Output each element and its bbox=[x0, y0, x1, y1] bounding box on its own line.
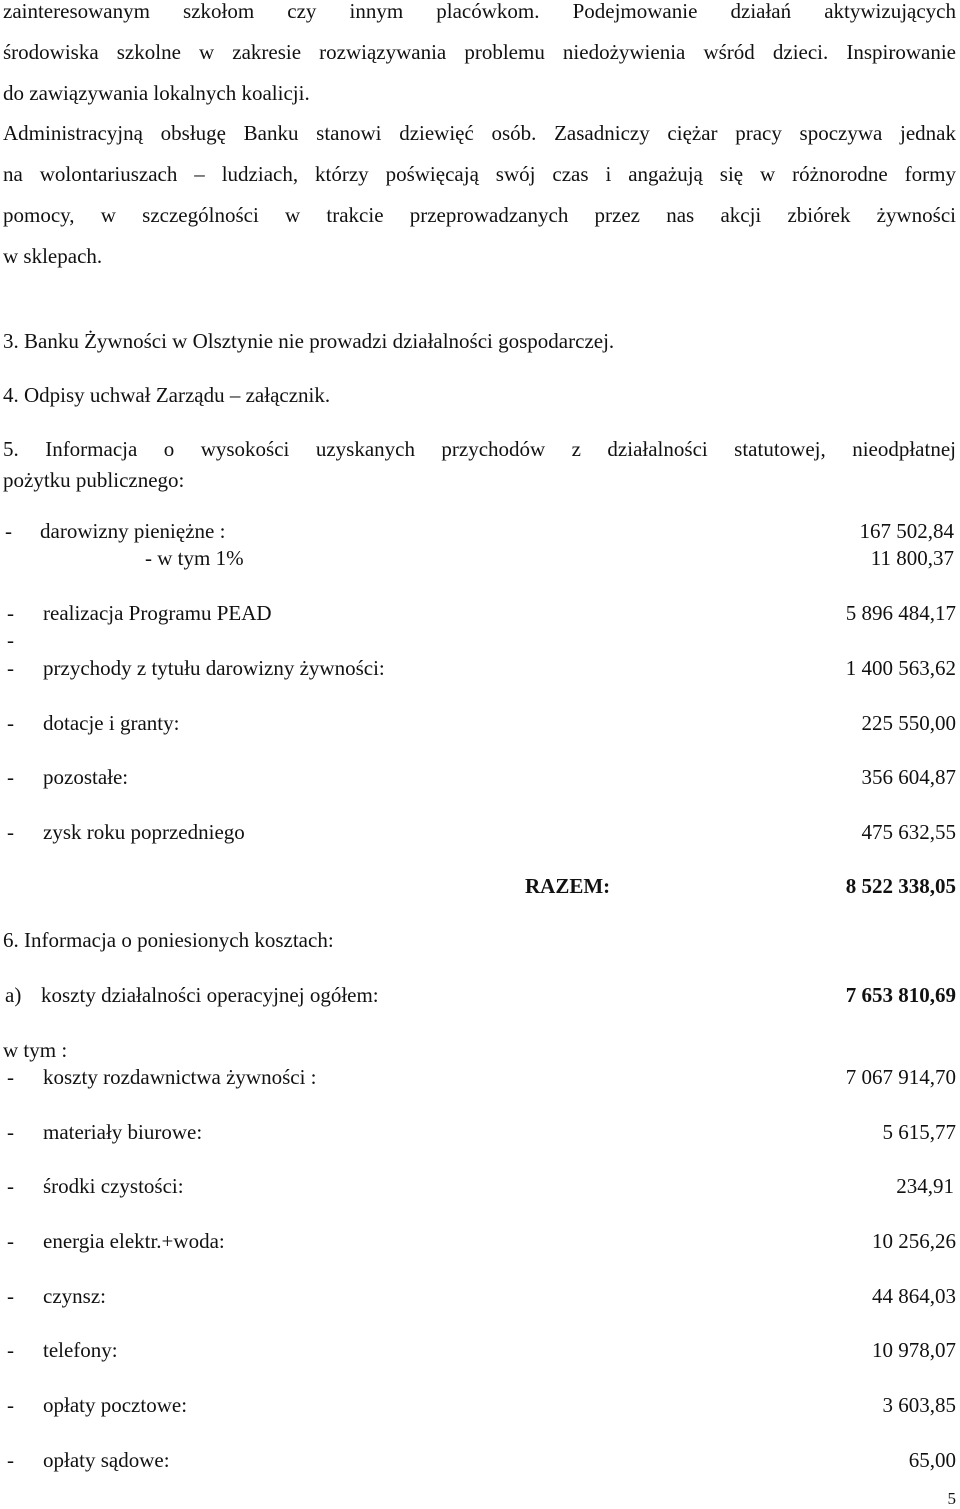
section-3-text: 3. Banku Żywności w Olsztynie nie prowadzi działalności gospodarczej. bbox=[3, 329, 615, 353]
cost-dash: - bbox=[7, 1065, 14, 1089]
intro-paragraph bbox=[3, 0, 956, 114]
staff-line: na wolontariuszach – ludziach, którzy poświęcają swój czas i angażują się w różnorodne formy bbox=[3, 162, 956, 186]
revenue-dash: - bbox=[7, 820, 14, 844]
intro-line: środowiska szkolne w zakresie rozwiązywania problemu niedożywienia wśród dzieci. Inspirowanie bbox=[3, 40, 956, 64]
revenue-label: realizacja Programu PEAD bbox=[43, 601, 272, 625]
cost-label: telefony: bbox=[43, 1338, 118, 1362]
cost-dash: - bbox=[7, 1284, 14, 1308]
revenue-sub-label: - w tym 1% bbox=[145, 546, 244, 570]
cost-dash: - bbox=[7, 1120, 14, 1144]
in-which-label: w tym : bbox=[3, 1038, 68, 1062]
cost-value: 65,00 bbox=[908, 1448, 956, 1472]
cost-value: 44 864,03 bbox=[872, 1284, 956, 1308]
cost-dash: - bbox=[7, 1338, 14, 1362]
revenue-dash: - bbox=[7, 765, 14, 789]
cost-label: opłaty sądowe: bbox=[43, 1448, 170, 1472]
revenue-label: zysk roku poprzedniego bbox=[43, 820, 245, 844]
cost-label: czynsz: bbox=[43, 1284, 106, 1308]
section-5-heading bbox=[3, 429, 956, 501]
revenue-dash: - bbox=[7, 711, 14, 735]
cost-label: energia elektr.+woda: bbox=[43, 1229, 225, 1253]
intro-line: zainteresowanym szkołom czy innym placówkom. Podejmowanie działań aktywizujących bbox=[3, 0, 956, 23]
revenue-label: przychody z tytułu darowizny żywności: bbox=[43, 656, 385, 680]
page-number: 5 bbox=[947, 1489, 956, 1508]
revenue-value: 5 896 484,17 bbox=[845, 601, 956, 625]
cost-label: materiały biurowe: bbox=[43, 1120, 203, 1144]
cost-dash: - bbox=[7, 1448, 14, 1472]
revenue-dash: - bbox=[5, 519, 12, 543]
costs-marker: a) bbox=[5, 983, 22, 1007]
section-5-line: pożytku publicznego: bbox=[3, 468, 185, 492]
revenue-dash: - bbox=[7, 656, 14, 680]
cost-value: 7 067 914,70 bbox=[845, 1065, 956, 1089]
revenue-sub-value: 11 800,37 bbox=[870, 546, 954, 570]
cost-value: 10 978,07 bbox=[872, 1338, 956, 1362]
revenue-value: 475 632,55 bbox=[861, 820, 956, 844]
cost-value: 3 603,85 bbox=[882, 1393, 956, 1417]
revenue-label: pozostałe: bbox=[43, 765, 129, 789]
intro-line: do zawiązywania lokalnych koalicji. bbox=[3, 81, 310, 105]
revenue-value: 225 550,00 bbox=[861, 711, 956, 735]
cost-dash: - bbox=[7, 1174, 14, 1198]
revenue-value: 1 400 563,62 bbox=[845, 656, 956, 680]
revenue-label: dotacje i granty: bbox=[43, 711, 180, 735]
revenue-label: darowizny pieniężne : bbox=[40, 519, 226, 543]
revenue-value: 356 604,87 bbox=[861, 765, 956, 789]
cost-label: środki czystości: bbox=[43, 1174, 184, 1198]
staff-line: pomocy, w szczególności w trakcie przeprowadzanych przez nas akcji zbiórek żywności bbox=[3, 203, 956, 227]
section-5-line: 5. Informacja o wysokości uzyskanych przychodów z działalności statutowej, nieodpłatnej bbox=[3, 437, 956, 461]
revenue-dash: - bbox=[7, 628, 14, 652]
cost-label: opłaty pocztowe: bbox=[43, 1393, 188, 1417]
cost-value: 234,91 bbox=[896, 1174, 954, 1198]
cost-value: 5 615,77 bbox=[882, 1120, 956, 1144]
cost-dash: - bbox=[7, 1393, 14, 1417]
revenue-dash: - bbox=[7, 601, 14, 625]
cost-dash: - bbox=[7, 1229, 14, 1253]
total-value: 8 522 338,05 bbox=[845, 874, 956, 898]
staff-line: Administracyjną obsługę Banku stanowi dziewięć osób. Zasadniczy ciężar pracy spoczywa jednak bbox=[3, 121, 956, 145]
section-4-text: 4. Odpisy uchwał Zarządu – załącznik. bbox=[3, 383, 331, 407]
staff-paragraph bbox=[3, 113, 956, 277]
cost-label: koszty rozdawnictwa żywności : bbox=[43, 1065, 317, 1089]
costs-label: koszty działalności operacyjnej ogółem: bbox=[41, 983, 379, 1007]
staff-line: w sklepach. bbox=[3, 244, 103, 268]
cost-value: 10 256,26 bbox=[872, 1229, 956, 1253]
section-6-heading: 6. Informacja o poniesionych kosztach: bbox=[3, 928, 334, 952]
costs-value: 7 653 810,69 bbox=[845, 983, 956, 1007]
revenue-value: 167 502,84 bbox=[859, 519, 954, 543]
total-label: RAZEM: bbox=[525, 874, 611, 898]
